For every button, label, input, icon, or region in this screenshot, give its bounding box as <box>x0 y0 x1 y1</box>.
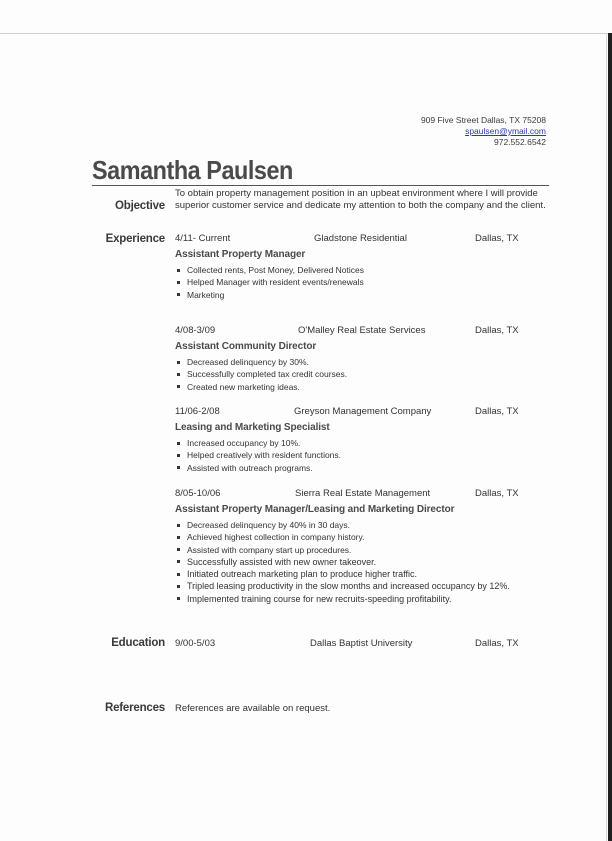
contact-email[interactable]: spaulsen@ymail.com <box>465 126 546 136</box>
job-entry <box>175 488 545 605</box>
scan-edge-top <box>0 33 612 34</box>
job-bullets <box>175 519 545 605</box>
job-bullet: Helped creatively with resident functions. <box>175 449 545 461</box>
job-title: Leasing and Marketing Specialist <box>175 422 330 433</box>
job-bullet: Assisted with outreach programs. <box>175 462 545 474</box>
contact-phone: 972.552.6542 <box>494 137 546 147</box>
job-company: Sierra Real Estate Management <box>295 488 431 499</box>
objective-text: To obtain property management position in an upbeat environment where I will provide superior customer service and dedicate my attention to both the company and the client. <box>175 188 546 211</box>
job-bullet: Marketing <box>175 289 545 301</box>
education-school: Dallas Baptist University <box>310 638 413 649</box>
job-date: 11/06-2/08 <box>175 406 220 417</box>
job-bullet: Initiated outreach marketing plan to produce higher traffic. <box>175 568 545 580</box>
contact-address: 909 Five Street Dallas, TX 75208 <box>420 115 546 125</box>
job-bullet: Collected rents, Post Money, Delivered Notices <box>175 264 545 276</box>
job-bullet: Increased occupancy by 10%. <box>175 437 545 449</box>
job-bullet: Achieved highest collection in company history. <box>175 531 545 543</box>
job-title: Assistant Community Director <box>175 341 317 352</box>
job-entry <box>175 233 545 301</box>
job-date: 4/08-3/09 <box>175 325 216 336</box>
job-title: Assistant Property Manager <box>175 249 306 260</box>
job-bullet: Successfully completed tax credit courses. <box>175 368 545 380</box>
job-location: Dallas, TX <box>475 406 519 417</box>
section-label-references: References <box>104 702 165 714</box>
section-label-objective: Objective <box>115 200 165 212</box>
candidate-name: Samantha Paulsen <box>92 155 293 185</box>
scan-edge-right-inner <box>606 33 607 841</box>
job-bullets <box>175 437 545 474</box>
job-title: Assistant Property Manager/Leasing and Marketing Director <box>175 504 455 515</box>
job-company: Greyson Management Company <box>294 406 432 417</box>
job-bullet: Tripled leasing productivity in the slow months and increased occupancy by 12%. <box>175 580 545 592</box>
job-bullets <box>175 264 545 301</box>
job-bullet: Assisted with company start up procedures. <box>175 544 545 556</box>
job-bullets <box>175 356 545 393</box>
job-bullet: Implemented training course for new recruits-speeding profitability. <box>175 593 545 605</box>
job-company: O'Malley Real Estate Services <box>298 325 426 336</box>
scan-edge-right <box>608 33 612 841</box>
job-entry <box>175 406 545 474</box>
job-location: Dallas, TX <box>475 488 519 499</box>
job-bullet: Decreased delinquency by 30%. <box>175 356 545 368</box>
job-date: 8/05-10/06 <box>175 488 221 499</box>
education-entry <box>175 638 545 652</box>
job-date: 4/11- Current <box>175 233 231 244</box>
job-entry <box>175 325 545 393</box>
header-divider <box>92 185 549 186</box>
section-label-education: Education <box>111 637 165 649</box>
job-bullet: Created new marketing ideas. <box>175 381 545 393</box>
education-date: 9/00-5/03 <box>175 638 216 649</box>
section-label-experience: Experience <box>105 233 165 245</box>
references-text: References are available on request. <box>175 703 331 714</box>
job-bullet: Decreased delinquency by 40% in 30 days. <box>175 519 545 531</box>
job-bullet: Successfully assisted with new owner takeover. <box>175 556 545 568</box>
job-location: Dallas, TX <box>475 325 519 336</box>
job-company: Gladstone Residential <box>314 233 407 244</box>
contact-block <box>421 115 546 148</box>
job-location: Dallas, TX <box>475 233 519 244</box>
job-bullet: Helped Manager with resident events/renewals <box>175 276 545 288</box>
education-location: Dallas, TX <box>475 638 519 649</box>
